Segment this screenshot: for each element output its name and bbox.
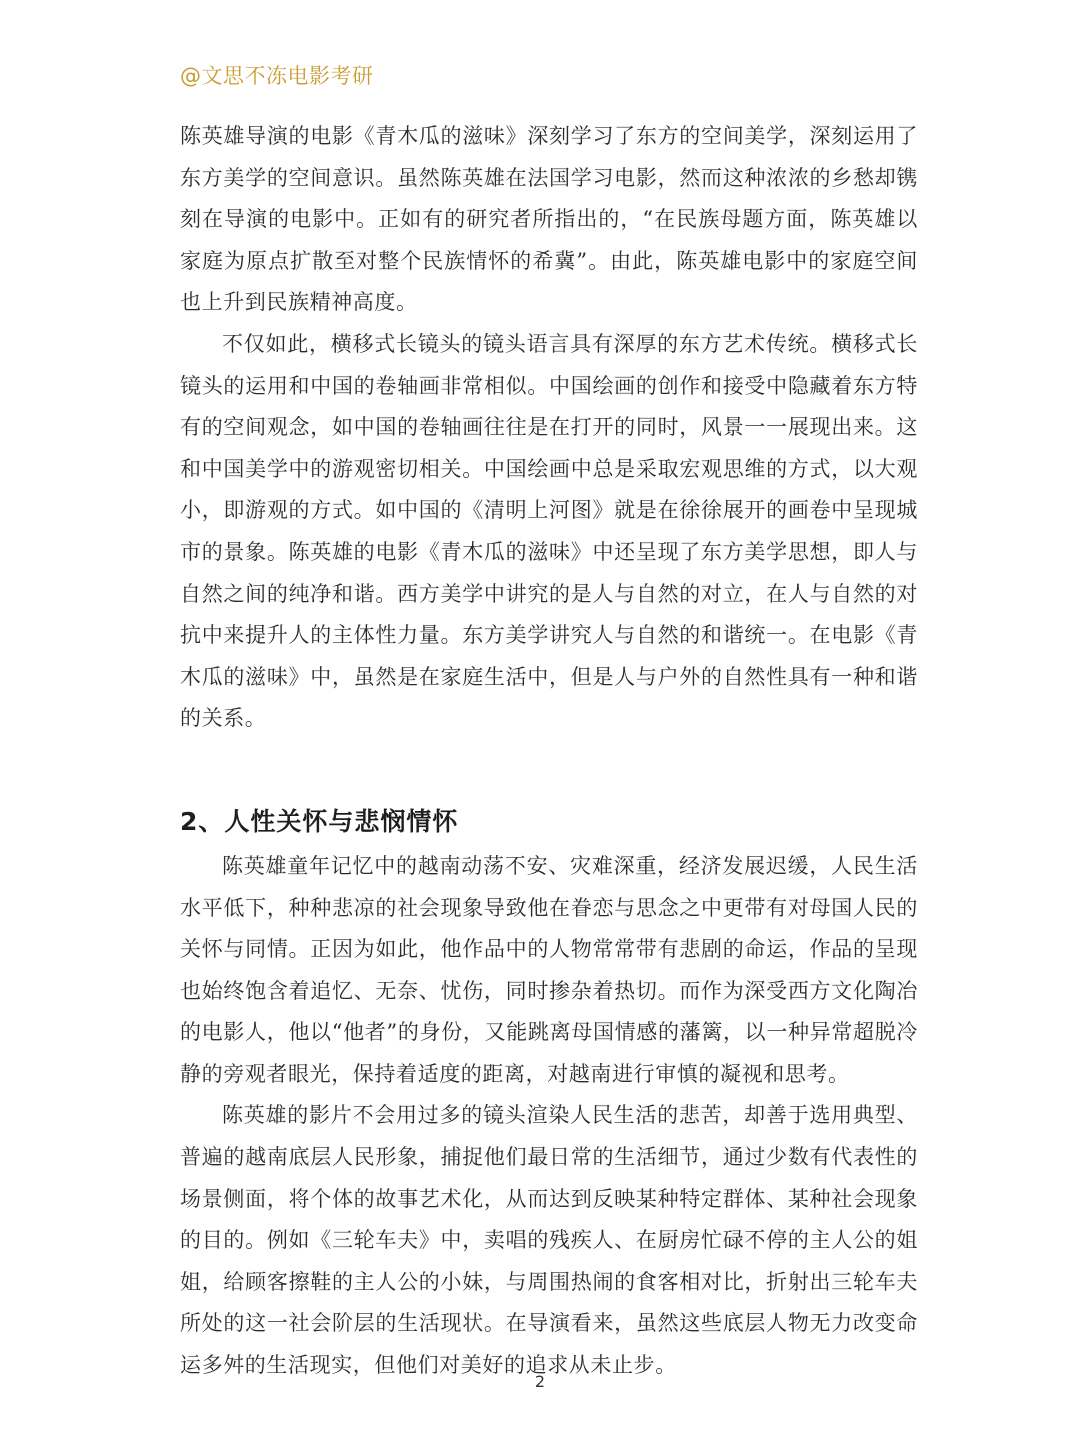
watermark-tag: @文思不冻电影考研 [180, 64, 374, 88]
paragraph: 陈英雄童年记忆中的越南动荡不安、灾难深重，经济发展迟缓，人民生活水平低下，种种悲凉的社会现象导致他在眷恋与思念之中更带有对母国人民的关怀与同情。正因为如此，他作品中的人物常常带有悲剧的命运，作品的呈现也始终饱含着追忆、无奈、忧伤，同时掺杂着热切。而作为深受西方文化陶冶的电影人，他以“他者”的身份，又能跳离母国情感的藩篱，以一种异常超脱冷静的旁观者眼光，保持着适度的距离，对越南进行审慎的凝视和思考。 [180, 853, 918, 1086]
page-number: 2 [534, 1372, 546, 1391]
paragraph: 陈英雄导演的电影《青木瓜的滋味》深刻学习了东方的空间美学，深刻运用了东方美学的空间意识。虽然陈英雄在法国学习电影，然而这种浓浓的乡愁却镌刻在导演的电影中。正如有的研究者所指出的，“在民族母题方面，陈英雄以家庭为原点扩散至对整个民族情怀的希冀”。由此，陈英雄电影中的家庭空间也上升到民族精神高度。 [180, 124, 918, 315]
paragraph: 陈英雄的影片不会用过多的镜头渲染人民生活的悲苦，却善于选用典型、普遍的越南底层人民形象，捕捉他们最日常的生活细节，通过少数有代表性的场景侧面，将个体的故事艺术化，从而达到反映某种特定群体、某种社会现象的目的。例如《三轮车夫》中，卖唱的残疾人、在厨房忙碌不停的主人公的姐姐，给顾客擦鞋的主人公的小妹，与周围热闹的食客相对比，折射出三轮车夫所处的这一社会阶层的生活现状。在导演看来，虽然这些底层人物无力改变命运多舛的生活现实，但他们对美好的追求从未止步。 [180, 1103, 918, 1378]
paragraph: 不仅如此，横移式长镜头的镜头语言具有深厚的东方艺术传统。横移式长镜头的运用和中国的卷轴画非常相似。中国绘画的创作和接受中隐藏着东方特有的空间观念，如中国的卷轴画往往是在打开的同时，风景一一展现出来。这和中国美学中的游观密切相关。中国绘画中总是采取宏观思维的方式，以大观小，即游观的方式。如中国的《清明上河图》就是在徐徐展开的画卷中呈现城市的景象。陈英雄的电影《青木瓜的滋味》中还呈现了东方美学思想，即人与自然之间的纯净和谐。西方美学中讲究的是人与自然的对立，在人与自然的对抗中来提升人的主体性力量。东方美学讲究人与自然的和谐统一。在电影《青木瓜的滋味》中，虽然是在家庭生活中，但是人与户外的自然性具有一种和谐的关系。 [180, 331, 918, 731]
section-heading: 2、人性关怀与悲悯情怀 [180, 806, 459, 836]
document-body [180, 116, 918, 1387]
